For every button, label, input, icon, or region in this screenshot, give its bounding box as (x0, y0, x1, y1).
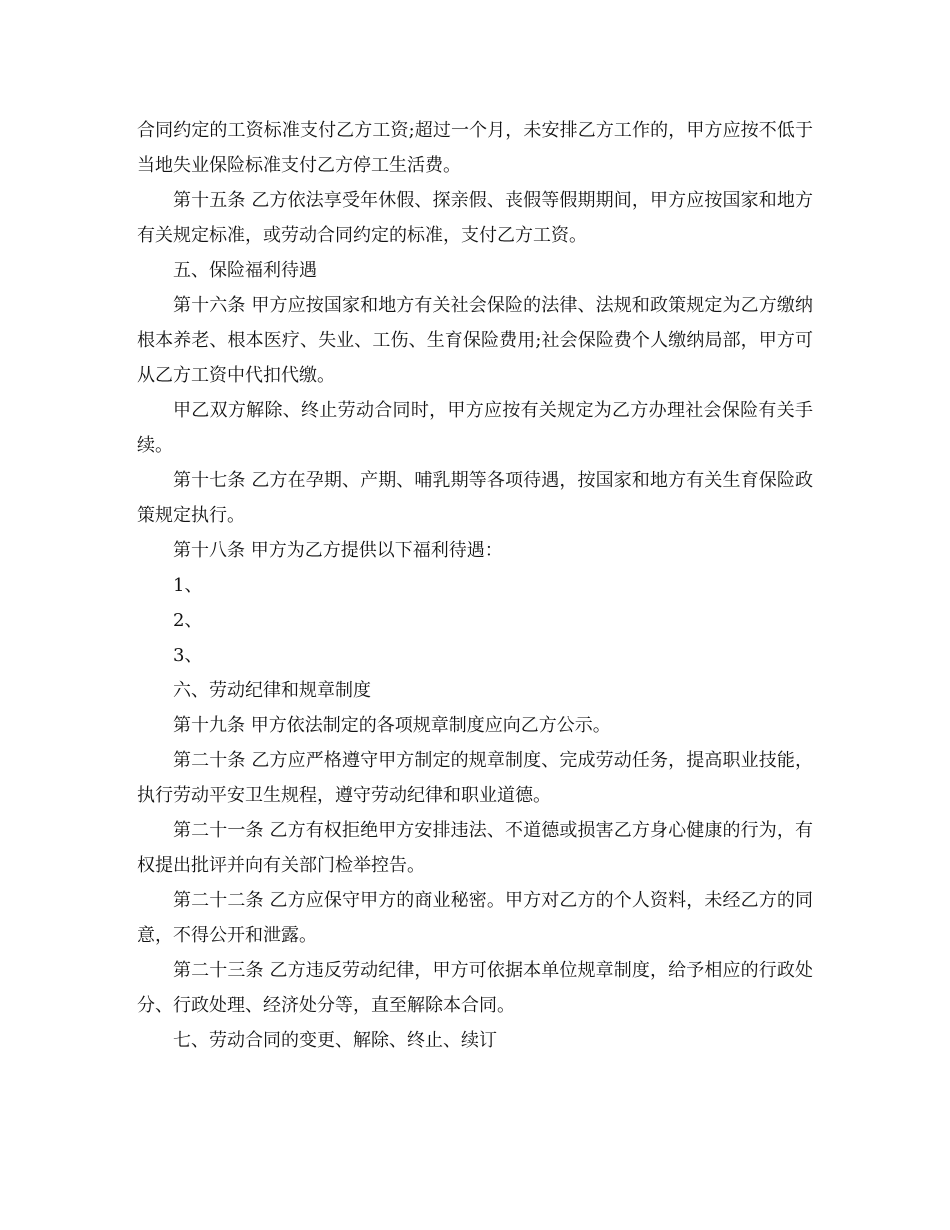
paragraph-article-19: 第十九条 甲方依法制定的各项规章制度应向乙方公示。 (173, 715, 611, 736)
paragraph-article-18: 第十八条 甲方为乙方提供以下福利待遇： (173, 540, 503, 561)
paragraph-article-21: 第二十一条 乙方有权拒绝甲方安排违法、不道德或损害乙方身心健康的行为，有权提出批评并向有关部门检举控告。 (137, 820, 813, 876)
section-heading-5: 五、保险福利待遇 (173, 260, 317, 281)
paragraph-article-23: 第二十三条 乙方违反劳动纪律，甲方可依据本单位规章制度，给予相应的行政处分、行政处理、经济处分等，直至解除本合同。 (137, 960, 813, 1016)
paragraph-continuation: 合同约定的工资标准支付乙方工资;超过一个月，未安排乙方工作的，甲方应按不低于当地失业保险标准支付乙方停工生活费。 (137, 120, 813, 176)
paragraph-article-17: 第十七条 乙方在孕期、产期、哺乳期等各项待遇，按国家和地方有关生育保险政策规定执行。 (137, 470, 813, 526)
section-heading-7: 七、劳动合同的变更、解除、终止、续订 (173, 1030, 497, 1051)
document-body (137, 113, 813, 1058)
paragraph-article-20: 第二十条 乙方应严格遵守甲方制定的规章制度、完成劳动任务，提高职业技能，执行劳动平安卫生规程，遵守劳动纪律和职业道德。 (137, 750, 813, 806)
list-item-2: 2、 (173, 610, 203, 631)
list-item-1: 1、 (173, 575, 203, 596)
section-heading-6: 六、劳动纪律和规章制度 (173, 680, 371, 701)
paragraph-article-22: 第二十二条 乙方应保守甲方的商业秘密。甲方对乙方的个人资料，未经乙方的同意，不得公开和泄露。 (137, 890, 813, 946)
paragraph-article-16: 第十六条 甲方应按国家和地方有关社会保险的法律、法规和政策规定为乙方缴纳根本养老、根本医疗、失业、工伤、生育保险费用;社会保险费个人缴纳局部，甲方可从乙方工资中代扣代缴。 (137, 295, 813, 386)
list-item-3: 3、 (173, 645, 203, 666)
paragraph-social-insurance-procedures: 甲乙双方解除、终止劳动合同时，甲方应按有关规定为乙方办理社会保险有关手续。 (137, 400, 813, 456)
paragraph-article-15: 第十五条 乙方依法享受年休假、探亲假、丧假等假期期间，甲方应按国家和地方有关规定标准，或劳动合同约定的标准，支付乙方工资。 (137, 190, 813, 246)
